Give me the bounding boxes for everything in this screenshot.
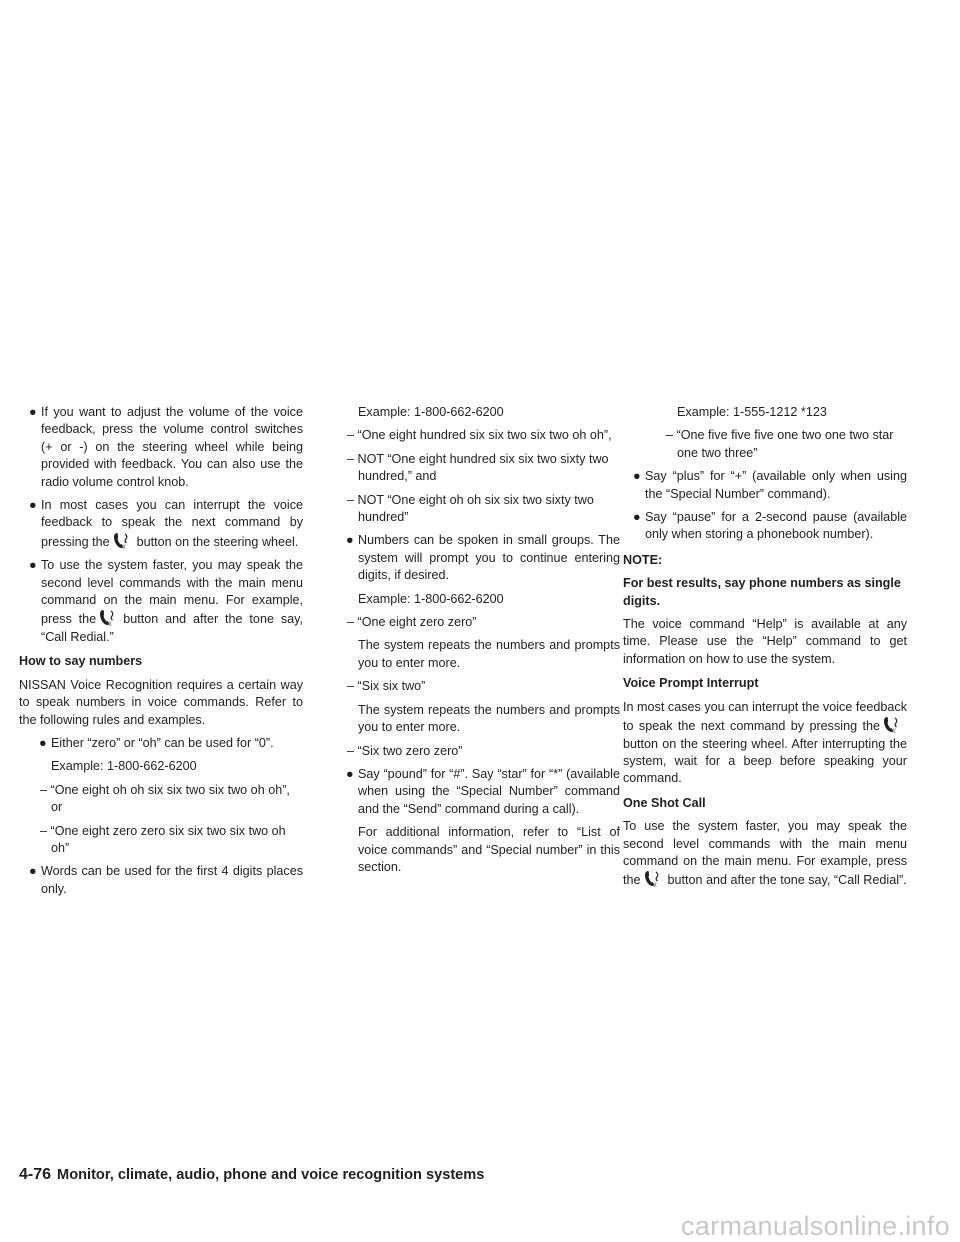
example-text: Example: 1-555-1212 *123 <box>677 405 827 419</box>
example-line: – “One eight zero zero six six two six two oh oh” <box>40 823 286 855</box>
example-line: – NOT “One eight hundred six six two sixty two hundred,” and <box>347 451 609 484</box>
example-line: – NOT “One eight oh oh six six two sixty two hundred” <box>347 492 594 525</box>
paragraph: NISSAN Voice Recognition requires a certain way to speak numbers in voice commands. Refer to the following rules and examples. <box>19 677 303 727</box>
example-line: – “Six six two” <box>347 679 426 694</box>
phone-voice-button-icon <box>99 609 117 626</box>
phone-voice-button-icon <box>644 870 662 887</box>
bullet-icon: ● <box>29 558 37 573</box>
example-line: – “One eight oh oh six six two six two oh oh”, or <box>40 782 290 815</box>
list-item: ● If you want to adjust the volume of the voice feedback, press the volume control switches (+ or -) on the steering wheel while being provided with feedback. You can also use the radio volume control knob. <box>29 405 303 489</box>
bullet-icon: ● <box>29 864 37 879</box>
section-heading: One Shot Call <box>623 795 706 810</box>
list-item: ● Either “zero” or “oh” can be used for “0”. <box>29 735 303 752</box>
paragraph: In most cases you can interrupt the voice feedback to speak the next command by pressing the button on the steering wheel. After interrupting the system, wait for a beep before speaking your command. <box>623 699 907 786</box>
bullet-icon: ● <box>346 766 354 781</box>
example-line: – “One eight hundred six six two six two oh oh”, <box>347 428 612 443</box>
paragraph: To use the system faster, you may speak the second level commands with the main menu command on the main menu. For example, press the button and after the tone say, “Call Redial”. <box>623 819 907 888</box>
note-text: For best results, say phone numbers as single digits. <box>623 576 901 608</box>
page-number: 4-76 <box>19 1166 52 1183</box>
bullet-icon: ● <box>29 405 37 419</box>
watermark: carmanualsonline.info <box>681 1211 950 1241</box>
list-item: ● Say “pound” for “#”. Say “star” for “*” (available when using the “Special Number” command and the “Send” command during a call). <box>346 766 620 816</box>
phone-voice-button-icon <box>883 716 901 733</box>
list-item: ● Say “pause” for a 2-second pause (available only when storing a phonebook number). <box>633 510 907 542</box>
page-footer <box>19 1166 484 1184</box>
paragraph: The voice command “Help” is available at any time. Please use the “Help” command to get information on how to use the system. <box>623 617 907 666</box>
example-line: – “Six two zero zero” <box>347 743 463 758</box>
example-text: Example: 1-800-662-6200 <box>358 591 504 606</box>
column-3 <box>623 404 907 890</box>
bullet-icon: ● <box>346 533 354 548</box>
column-1 <box>19 404 303 898</box>
paragraph: For additional information, refer to “List of voice commands” and “Special number” in this section. <box>358 825 620 874</box>
list-item: ● Numbers can be spoken in small groups. The system will prompt you to continue entering digits, if desired. <box>346 533 620 583</box>
example-text: Example: 1-800-662-6200 <box>51 759 197 774</box>
paragraph: The system repeats the numbers and prompts you to enter more. <box>358 638 620 670</box>
list-item: ● Say “plus” for “+” (available only when using the “Special Number” command). <box>633 469 907 501</box>
note-label: NOTE: <box>623 552 663 567</box>
phone-voice-button-icon <box>113 532 131 549</box>
example-line: – “One eight zero zero” <box>347 615 477 630</box>
column-2 <box>336 404 620 876</box>
list-item: ● To use the system faster, you may speak the second level commands with the main menu command on the main menu. For example, press the button and after the tone say, “Call Redial.” <box>29 558 303 644</box>
bullet-icon: ● <box>633 469 641 484</box>
bullet-icon: ● <box>39 735 47 750</box>
section-title: Monitor, climate, audio, phone and voice recognition systems <box>57 1167 485 1183</box>
list-item: ● In most cases you can interrupt the voice feedback to speak the next command by pressing the button on the steering wheel. <box>29 498 303 549</box>
paragraph: The system repeats the numbers and prompts you to enter more. <box>358 702 620 735</box>
bullet-icon: ● <box>29 498 37 513</box>
bullet-icon: ● <box>633 510 641 525</box>
section-heading: How to say numbers <box>19 654 143 669</box>
example-line: – “One five five five one two one two star one two three” <box>666 428 894 460</box>
example-text: Example: 1-800-662-6200 <box>358 405 504 419</box>
list-item: ● Words can be used for the first 4 digits places only. <box>29 864 303 896</box>
section-heading: Voice Prompt Interrupt <box>623 676 759 691</box>
